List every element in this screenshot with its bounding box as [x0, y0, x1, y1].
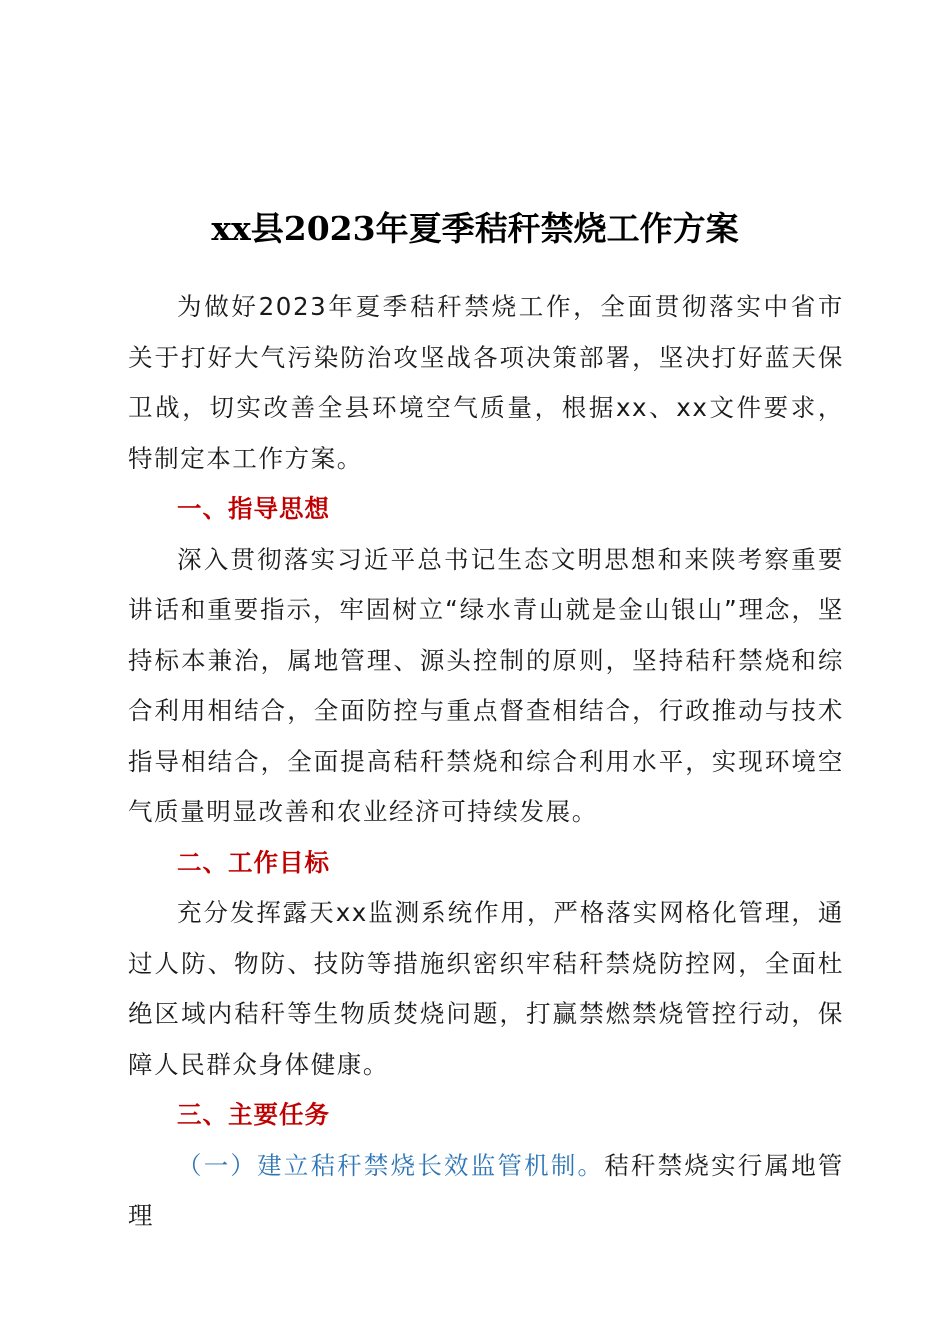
task-subheading: （一）建立秸秆禁烧长效监管机制。 — [177, 1150, 605, 1180]
section-body-work-goals: 充分发挥露天xx监测系统作用，严格落实网格化管理，通过人防、物防、技防等措施织密织牢秸秆禁烧防控网，全面杜绝区域内秸秆等生物质焚烧问题，打赢禁燃禁烧管控行动，保障人民群众身体健康。 — [128, 898, 844, 1079]
section-heading-work-goals: 二、工作目标 — [177, 847, 330, 877]
section-body-guiding-ideology: 深入贯彻落实习近平总书记生态文明思想和来陕考察重要讲话和重要指示，牢固树立“绿水青山就是金山银山”理念，坚持标本兼治，属地管理、源头控制的原则，坚持秸秆禁烧和综合利用相结合，全面防控与重点督查相结合，行政推动与技术指导相结合，全面提高秸秆禁烧和综合利用水平，实现环境空气质量明显改善和农业经济可持续发展。 — [128, 544, 844, 826]
task-body: 秸秆禁烧实行属地管理 — [128, 1150, 844, 1230]
section-heading-main-tasks: 三、主要任务 — [177, 1100, 330, 1129]
intro-paragraph: 为做好2023年夏季秸秆禁烧工作，全面贯彻落实中省市关于打好大气污染防治攻坚战各项决策部署，坚决打好蓝天保卫战，切实改善全县环境空气质量，根据xx、xx文件要求，特制定本工作方案。 — [128, 292, 844, 473]
document-body — [128, 282, 844, 1242]
section-heading-guiding-ideology: 一、指导思想 — [177, 494, 330, 523]
task-paragraph — [128, 1141, 844, 1242]
document-title: xx县2023年夏季秸秆禁烧工作方案 — [211, 209, 739, 248]
